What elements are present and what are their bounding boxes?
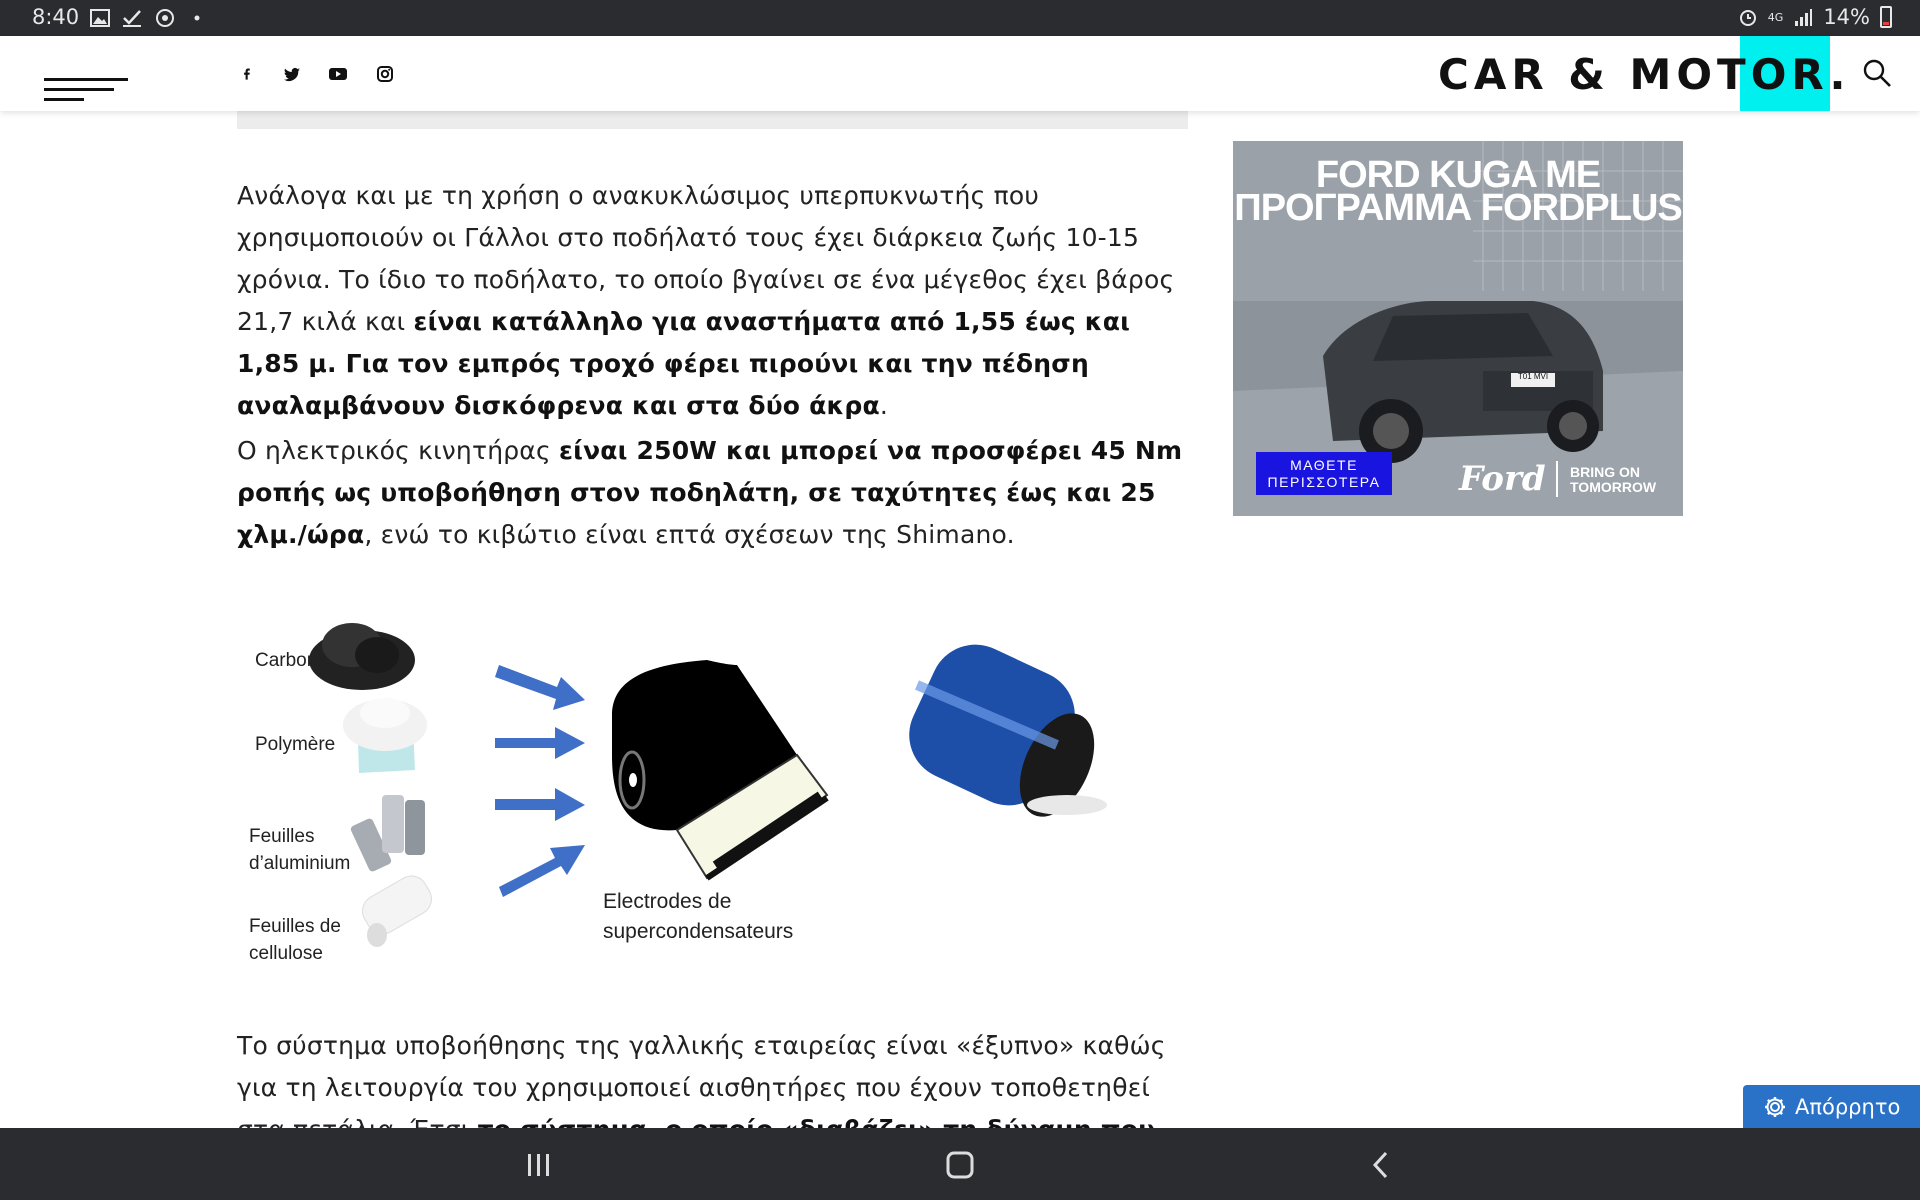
menu-line-icon [44,78,128,81]
menu-line-icon [44,88,114,91]
figure-label-electrodes: Electrodes de supercondensateurs [603,890,794,943]
article-paragraph [237,175,1197,427]
site-header [0,36,1920,111]
network-4g-icon: 4G [1767,10,1784,24]
paragraph-bold-text: είναι κατάλληλο για αναστήματα από 1,55 έως και 1,85 μ. Για τον εμπρός τροχό φέρει πιρούνι και την πέδηση αναλαμβάνουν δισκόφρενα και στα δύο άκρα [237,307,1131,420]
previous-content-placeholder [237,111,1188,129]
ad-divider [1556,461,1558,497]
car-plate: T01 MVI [1517,372,1549,381]
ford-logo: Ford [1459,459,1546,499]
ad-learn-more-button[interactable]: ΜΑΘΕΤΕ ΠΕΡΙΣΣΟΤΕΡΑ [1256,452,1392,495]
site-logo[interactable]: CAR & MOTOR. [1438,50,1851,99]
back-icon[interactable] [1364,1148,1398,1182]
electrode-roll-image [607,660,827,878]
article-paragraph [237,430,1197,556]
privacy-button[interactable] [1743,1085,1920,1129]
status-time: 8:40 [32,5,80,29]
figure-label-cellulose: Feuilles de cellulose [249,916,341,964]
figure-label-carbone: Carbone [255,650,328,671]
alarm-icon [1738,7,1758,27]
menu-line-icon [44,98,84,101]
home-icon[interactable] [943,1148,977,1182]
twitter-icon[interactable] [282,64,302,84]
gear-icon [1763,1095,1787,1119]
ad-title: FORD KUGA ΜΕ ΠΡΟΓΡΑΜΜΑ FORDPLUS [1234,154,1682,229]
figure-label-polymere: Polymère [255,734,336,755]
search-icon[interactable] [1862,58,1892,88]
privacy-label: Απόρρητο [1795,1095,1901,1119]
more-notifications-icon [190,8,210,28]
gallery-icon [90,8,110,28]
signal-icon [1793,7,1813,27]
status-bar [0,0,1920,36]
figure-label-aluminium: Feuilles d’aluminium [249,826,351,874]
paragraph-text: Το σύστημα υποβοήθησης της γαλλικής εταιρείας είναι «έξυπνο» καθώς για τη λειτουργία του χρησιμοποιεί αισθητήρες που έχουν τοποθετηθεί [237,1031,1166,1102]
sync-icon [155,8,175,28]
android-nav-bar [0,1128,1920,1200]
menu-button[interactable] [44,56,128,90]
battery-icon [1880,6,1892,28]
youtube-icon[interactable] [328,64,348,84]
paragraph-text: Ο ηλεκτρικός κινητήρας [237,436,560,465]
battery-percent: 14% [1823,5,1870,29]
supercapacitor-figure [237,595,1187,975]
capacitor-image [894,630,1109,829]
ad-tagline: BRING ON TOMORROW [1570,464,1657,495]
paragraph-text: , ενώ το κιβώτιο είναι επτά σχέσεων της Shimano. [364,520,1015,549]
facebook-icon[interactable] [237,64,257,84]
paragraph-text: . [879,391,889,420]
instagram-icon[interactable] [375,64,395,84]
paragraph-bold-text: είναι 250W και μπορεί να προσφέρει 45 Nm ροπής ως υποβοήθηση στον ποδηλάτη, σε ταχύτητες έως και 25 χλμ./ώρα [237,436,1183,549]
checkmark-icon [122,8,142,28]
paragraph-text: Ανάλογα και με τη χρήση ο ανακυκλώσιμος υπερπυκνωτής που χρησιμοποιούν οι Γάλλοι στο ποδήλατό τους έχει διάρκεια ζωής 10-15 χρόνια. Το ίδιο το ποδήλατο, το οποίο βγαίνει σε ένα μέγεθος έχει βάρος 21,7 κιλά και [237,181,1175,336]
ford-ad-banner[interactable] [1233,141,1683,516]
polymer-image [343,698,427,773]
arrows [495,665,585,897]
recents-icon[interactable] [522,1148,556,1182]
